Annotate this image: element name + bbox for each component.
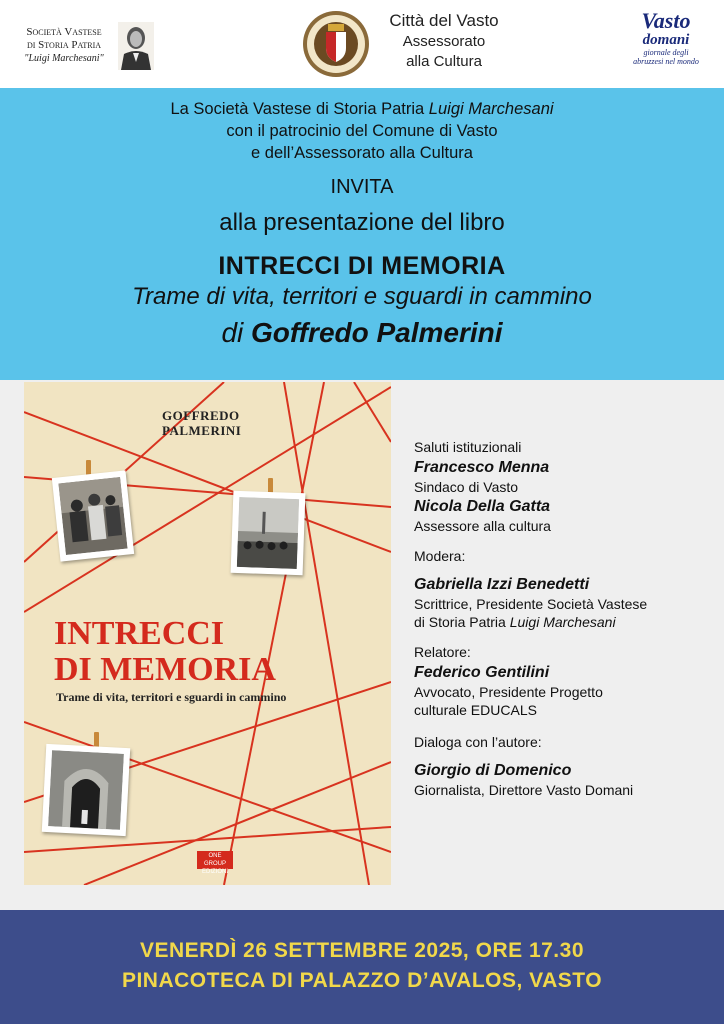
vasto-domani-line1: Vasto xyxy=(641,8,691,33)
book-cover xyxy=(24,382,391,885)
book-subtitle: Trame di vita, territori e sguardi in cammino xyxy=(132,283,592,310)
book-author-line xyxy=(0,315,724,351)
speaker-name: Nicola Della Gatta xyxy=(414,498,551,515)
speaker-role-italic: Luigi Marchesani xyxy=(509,614,616,630)
intro-line1 xyxy=(0,98,724,120)
society-name-line1: Società Vastese xyxy=(26,26,102,38)
intro-line1-italic: Luigi Marchesani xyxy=(428,100,554,118)
speaker-label: Relatore: xyxy=(414,644,471,660)
speaker-name: Giorgio di Domenico xyxy=(414,762,572,779)
speaker-role: Assessore alla cultura xyxy=(414,518,551,534)
photo-image xyxy=(237,497,299,569)
cover-photo-harbor xyxy=(231,491,306,575)
invita-heading: INVITA xyxy=(330,176,394,198)
moderator-label: Modera: xyxy=(414,548,466,564)
presentation-line: alla presentazione del libro xyxy=(219,209,505,236)
dialogue-label: Dialoga con l’autore: xyxy=(414,734,542,750)
society-name xyxy=(14,26,114,65)
vasto-domani-line4: abruzzesi nel mondo xyxy=(633,57,699,66)
cover-photo-family xyxy=(52,470,134,561)
event-date: VENERDÌ 26 SETTEMBRE 2025, ORE 17.30 xyxy=(140,939,584,962)
vasto-domani-logo xyxy=(616,10,716,78)
photo-image xyxy=(48,750,124,830)
publisher-line2: EDIZIONI xyxy=(201,869,228,875)
cover-author xyxy=(162,408,262,438)
speaker-name: Gabriella Izzi Benedetti xyxy=(414,576,590,593)
book-author: Goffredo Palmerini xyxy=(251,317,503,348)
city-office-text xyxy=(374,10,514,72)
greetings-label: Saluti istituzionali xyxy=(414,439,522,455)
cover-author-line2: PALMERINI xyxy=(162,423,242,438)
society-logo xyxy=(14,22,164,72)
speaker-role: Scrittrice, Presidente Società Vastese xyxy=(414,596,648,612)
header-bar xyxy=(0,0,724,88)
details-section xyxy=(0,380,724,910)
speaker-role-line2 xyxy=(414,613,714,631)
speaker-role: Avvocato, Presidente Progetto xyxy=(414,684,603,700)
society-name-line2: di Storia Patria xyxy=(26,39,102,51)
cover-title xyxy=(54,616,384,688)
society-name-line3: "Luigi Marchesani" xyxy=(24,53,104,64)
author-prefix: di xyxy=(221,317,252,348)
city-logo xyxy=(302,10,522,80)
organizers-text xyxy=(0,98,724,164)
speaker-role: Sindaco di Vasto xyxy=(414,479,519,495)
speaker-name: Federico Gentilini xyxy=(414,664,550,681)
photo-image xyxy=(58,477,127,555)
vasto-domani-line3: giornale degli xyxy=(643,48,689,57)
speaker-name: Francesco Menna xyxy=(414,459,550,476)
program-list xyxy=(414,438,714,799)
publisher-logo xyxy=(197,851,233,875)
intro-line3: e dell’Assessorato alla Cultura xyxy=(251,144,473,162)
speaker-role: Giornalista, Direttore Vasto Domani xyxy=(414,782,634,798)
city-seal-icon xyxy=(302,10,370,78)
city-office-line2: alla Cultura xyxy=(406,53,482,70)
event-footer xyxy=(0,910,724,1024)
cover-title-line1: INTRECCI xyxy=(54,615,225,652)
city-name: Città del Vasto xyxy=(389,11,499,30)
cover-photo-church xyxy=(42,744,130,836)
invitation-band xyxy=(0,88,724,380)
publisher-line1: ONE GROUP xyxy=(203,853,226,867)
city-office-line1: Assessorato xyxy=(402,33,486,50)
speaker-role-text: di Storia Patria xyxy=(414,614,510,630)
intro-line2: con il patrocinio del Comune di Vasto xyxy=(226,122,498,140)
event-venue: PINACOTECA DI PALAZZO D’AVALOS, VASTO xyxy=(121,969,603,992)
portrait-icon xyxy=(118,22,154,70)
cover-title-line2: DI MEMORIA xyxy=(54,651,276,688)
speaker-role: culturale EDUCALS xyxy=(414,702,537,718)
cover-author-line1: GOFFREDO xyxy=(162,408,240,423)
cover-subtitle: Trame di vita, territori e sguardi in cammino xyxy=(56,690,287,704)
book-title: INTRECCI DI MEMORIA xyxy=(218,252,506,280)
vasto-domani-line2: domani xyxy=(642,32,690,48)
intro-line1-text: La Società Vastese di Storia Patria xyxy=(170,100,429,118)
